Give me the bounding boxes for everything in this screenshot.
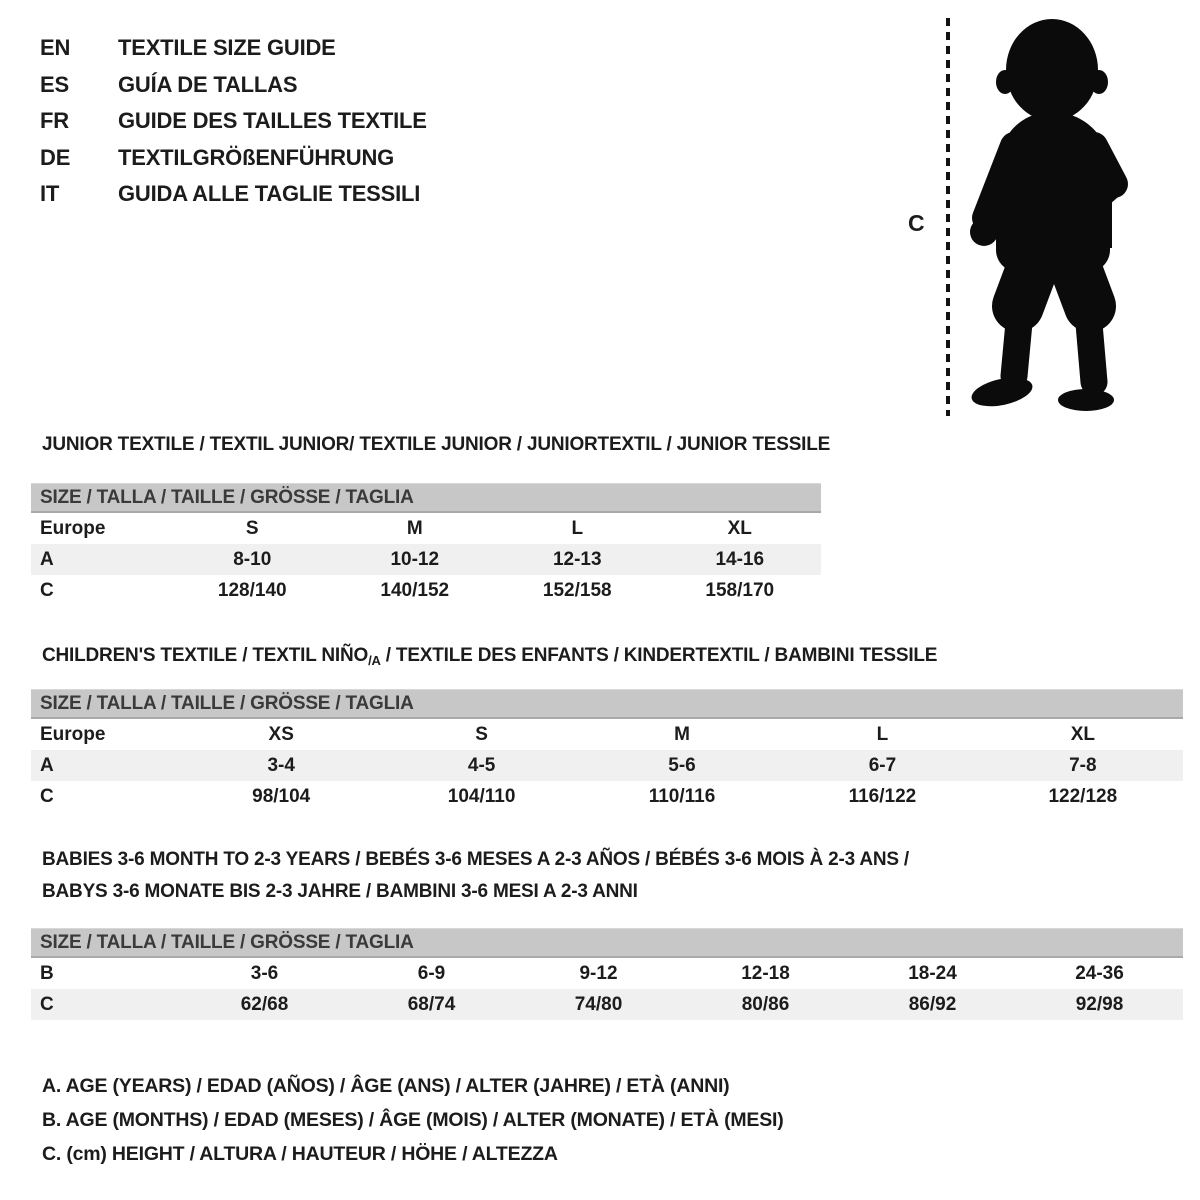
height-cell: 74/80 xyxy=(574,993,623,1015)
size-cell: XS xyxy=(268,723,294,745)
language-code: IT xyxy=(40,181,60,207)
height-cell: 116/122 xyxy=(848,785,917,807)
row-label: Europe xyxy=(40,723,106,745)
row-label: B xyxy=(40,962,54,984)
table-row-height xyxy=(31,575,821,606)
height-cell: 86/92 xyxy=(908,993,957,1015)
table-row-europe xyxy=(31,513,821,544)
height-cell: 62/68 xyxy=(240,993,289,1015)
language-row xyxy=(40,140,427,177)
age-cell: 3-4 xyxy=(267,754,295,776)
height-cell: 152/158 xyxy=(542,579,612,601)
age-cell: 3-6 xyxy=(250,962,279,984)
height-cell: 122/128 xyxy=(1048,785,1118,807)
age-cell: 6-7 xyxy=(868,754,897,776)
language-code: ES xyxy=(40,71,69,97)
babies-section-title-line1: BABIES 3-6 MONTH TO 2-3 YEARS / BEBÉS 3-6 MESES A 2-3 AÑOS / BÉBÉS 3-6 MOIS À 2-3 ANS / xyxy=(42,849,910,870)
age-cell: 12-13 xyxy=(552,548,602,570)
table-row-age xyxy=(31,750,1183,781)
height-cell: 140/152 xyxy=(380,579,450,601)
toddler-silhouette-image xyxy=(964,16,1140,416)
height-cell: 158/170 xyxy=(705,579,775,601)
language-title: TEXTILE SIZE GUIDE xyxy=(118,35,336,61)
children-section-title: CHILDREN'S TEXTILE / TEXTIL $NIÑO_{/A}$ / TEXTILE DES ENFANTS / KINDERTEXTIL / BAMBINI TESSILE xyxy=(42,645,938,668)
height-cell: 104/110 xyxy=(447,785,516,807)
height-cell: 92/98 xyxy=(1075,993,1124,1015)
language-title: TEXTILGRÖßENFÜHRUNG xyxy=(118,144,395,170)
row-label: A xyxy=(40,548,54,570)
height-cell: 110/116 xyxy=(648,785,716,807)
age-cell: 4-5 xyxy=(467,754,496,776)
language-row xyxy=(40,67,427,104)
row-label: C xyxy=(40,785,54,807)
language-title: GUIDE DES TAILLES TEXTILE xyxy=(118,108,427,134)
language-title: GUIDA ALLE TAGLIE TESSILI xyxy=(118,181,421,207)
language-row xyxy=(40,30,427,67)
size-cell: S xyxy=(245,517,259,539)
language-row xyxy=(40,176,427,213)
size-header-bar: SIZE / TALLA / TAILLE / GRÖSSE / TAGLIA xyxy=(31,928,1183,958)
legend-line-c: C. (cm) HEIGHT / ALTURA / HAUTEUR / HÖHE / ALTEZZA xyxy=(42,1142,558,1165)
size-header-bar: SIZE / TALLA / TAILLE / GRÖSSE / TAGLIA xyxy=(31,689,1183,719)
language-code: FR xyxy=(40,108,69,134)
row-label: C xyxy=(40,993,54,1015)
table-row-height xyxy=(31,989,1183,1020)
title-subscript: /A xyxy=(368,653,381,668)
age-cell: 18-24 xyxy=(908,962,957,984)
height-measure-label: C xyxy=(908,210,925,236)
language-row xyxy=(40,103,427,140)
size-cell: M xyxy=(674,723,690,745)
table-row-age xyxy=(31,544,821,575)
language-title-list xyxy=(40,30,427,213)
junior-size-table xyxy=(31,483,821,606)
legend-line-b: B. AGE (MONTHS) / EDAD (MESES) / ÂGE (MOIS) / ALTER (MONATE) / ETÀ (MESI) xyxy=(42,1108,784,1131)
size-cell: M xyxy=(406,517,423,539)
height-cell: 80/86 xyxy=(741,993,790,1015)
size-cell: L xyxy=(876,723,889,745)
age-cell: 9-12 xyxy=(579,962,618,984)
table-row-europe xyxy=(31,719,1183,750)
row-label: C xyxy=(40,579,54,601)
height-cell: 98/104 xyxy=(252,785,311,807)
age-cell: 14-16 xyxy=(715,548,765,570)
babies-section-title-line2: BABYS 3-6 MONATE BIS 2-3 JAHRE / BAMBINI 3-6 MESI A 2-3 ANNI xyxy=(42,881,638,902)
row-label: Europe xyxy=(40,517,106,539)
size-cell: L xyxy=(571,517,584,539)
height-cell: 68/74 xyxy=(407,993,456,1015)
babies-size-table xyxy=(31,928,1183,1020)
size-cell: S xyxy=(475,723,488,745)
age-cell: 10-12 xyxy=(390,548,440,570)
age-cell: 24-36 xyxy=(1075,962,1124,984)
height-measure-dashed-line xyxy=(946,18,950,416)
age-cell: 7-8 xyxy=(1069,754,1097,776)
age-cell: 6-9 xyxy=(417,962,446,984)
measurement-legend xyxy=(42,1069,784,1171)
table-row-height xyxy=(31,781,1183,812)
junior-section-title: JUNIOR TEXTILE / TEXTIL JUNIOR/ TEXTILE JUNIOR / JUNIORTEXTIL / JUNIOR TESSILE xyxy=(42,434,831,455)
height-cell: 128/140 xyxy=(217,579,287,601)
table-row-age-months xyxy=(31,958,1183,989)
age-cell: 8-10 xyxy=(233,548,272,570)
children-size-table xyxy=(31,689,1183,812)
size-header-bar: SIZE / TALLA / TAILLE / GRÖSSE / TAGLIA xyxy=(31,483,821,513)
size-cell: XL xyxy=(1070,723,1095,745)
row-label: A xyxy=(40,754,54,776)
legend-line-a: A. AGE (YEARS) / EDAD (AÑOS) / ÂGE (ANS) / ALTER (JAHRE) / ETÀ (ANNI) xyxy=(42,1074,730,1097)
language-code: DE xyxy=(40,144,71,170)
size-cell: XL xyxy=(727,517,752,539)
age-cell: 5-6 xyxy=(668,754,696,776)
age-cell: 12-18 xyxy=(741,962,790,984)
language-title: GUÍA DE TALLAS xyxy=(118,71,298,97)
language-code: EN xyxy=(40,35,71,61)
